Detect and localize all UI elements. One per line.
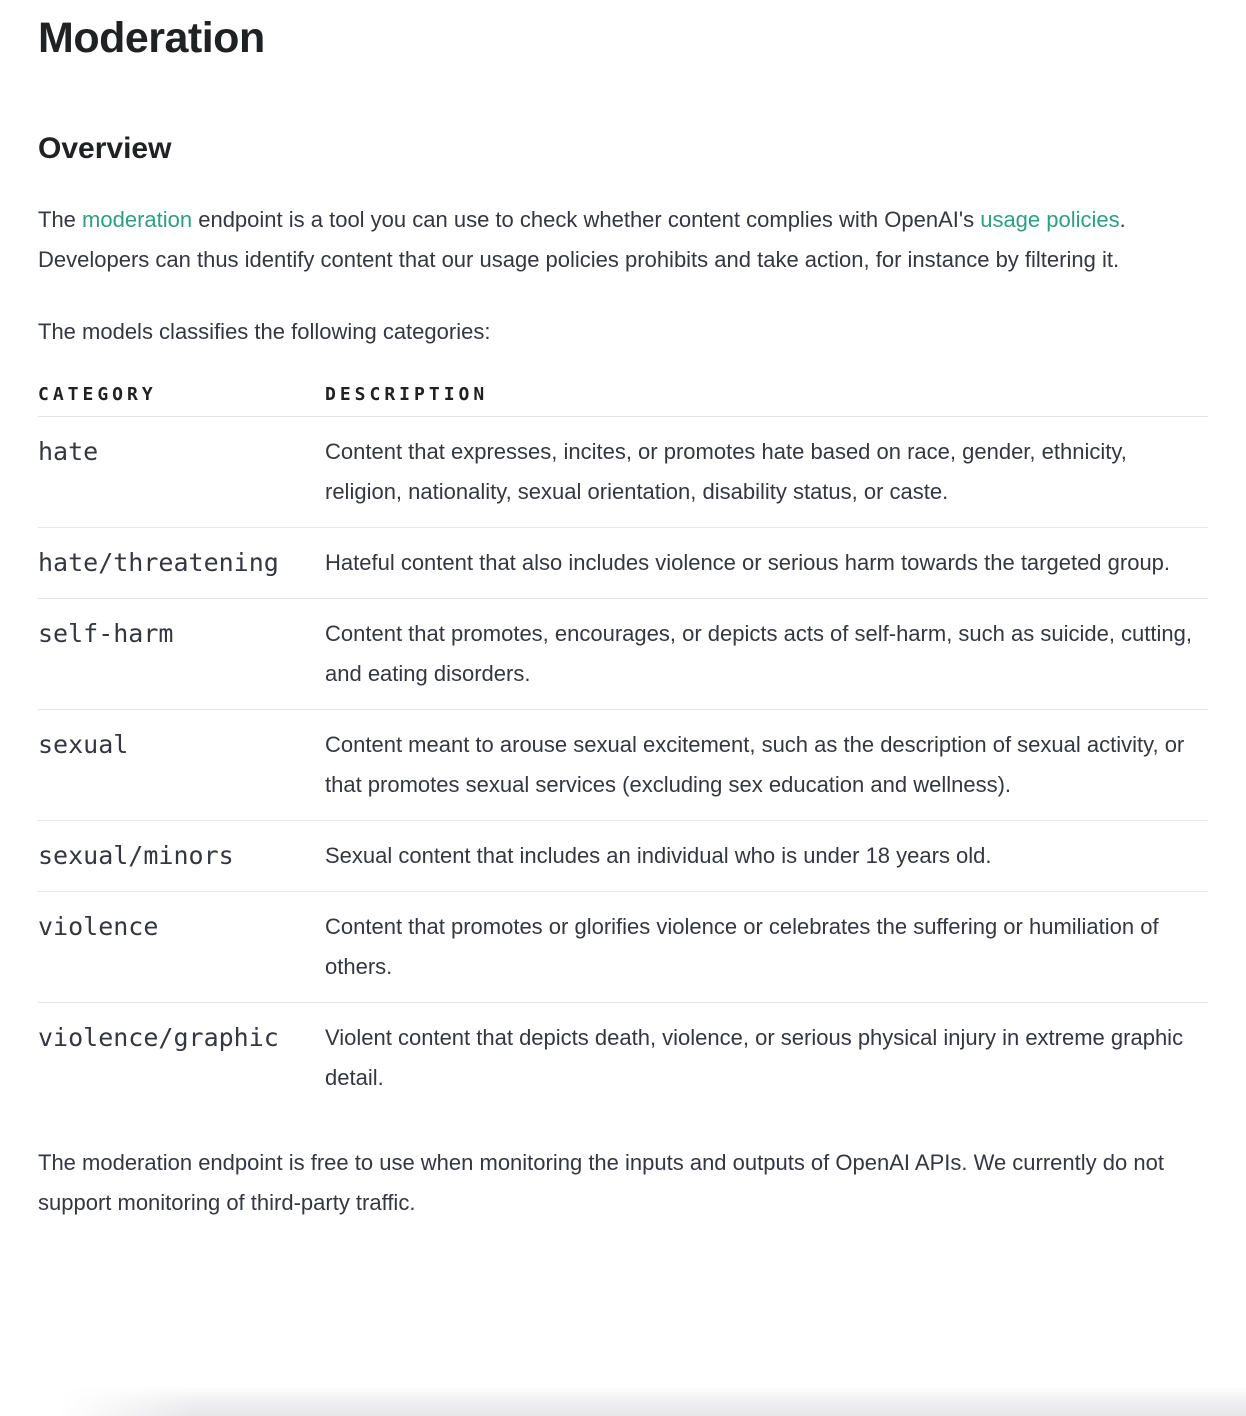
description-cell: Content that promotes, encourages, or depicts acts of self-harm, such as suicide, cutting, and eating disorders. xyxy=(325,621,1192,686)
intro-text-start: The xyxy=(38,207,83,232)
table-row xyxy=(38,528,1208,599)
usage-policies-link[interactable]: usage policies xyxy=(980,207,1120,232)
description-cell: Content that promotes or glorifies violence or celebrates the suffering or humiliation of others. xyxy=(325,914,1159,979)
table-row xyxy=(38,821,1208,892)
table-row xyxy=(38,892,1208,1003)
table-row xyxy=(38,599,1208,710)
description-cell: Sexual content that includes an individual who is under 18 years old. xyxy=(325,843,992,868)
footer-note: The moderation endpoint is free to use when monitoring the inputs and outputs of OpenAI APIs. We currently do not support monitoring of third-party traffic. xyxy=(38,1150,1164,1215)
intro-text-end: . Developers can thus identify content that our usage policies prohibits and take action, for instance by filtering it. xyxy=(38,207,1126,272)
intro-paragraph xyxy=(38,200,1186,280)
moderation-link[interactable]: moderation xyxy=(82,207,193,232)
table-header-row xyxy=(38,384,1208,417)
categories-intro: The models classifies the following categories: xyxy=(38,319,491,344)
description-cell: Violent content that depicts death, violence, or serious physical injury in extreme graphic detail. xyxy=(325,1025,1184,1090)
description-cell: Hateful content that also includes violence or serious harm towards the targeted group. xyxy=(325,550,1171,575)
category-cell: hate xyxy=(38,437,99,466)
overview-heading: Overview xyxy=(38,132,172,165)
page-title: Moderation xyxy=(38,14,265,62)
categories-table xyxy=(38,384,1208,1113)
category-cell: violence/graphic xyxy=(38,1023,279,1052)
category-cell: violence xyxy=(38,912,159,941)
table-row xyxy=(38,1003,1208,1113)
table-row xyxy=(38,710,1208,821)
bottom-fade-edge xyxy=(0,1386,1246,1416)
description-cell: Content meant to arouse sexual excitement, such as the description of sexual activity, or that promotes sexual services (excluding sex education and wellness). xyxy=(325,732,1185,797)
table-body xyxy=(38,417,1208,1113)
description-column-header: DESCRIPTION xyxy=(325,384,489,405)
table-row xyxy=(38,417,1208,528)
category-cell: sexual xyxy=(38,730,129,759)
description-cell: Content that expresses, incites, or promotes hate based on race, gender, ethnicity, religion, nationality, sexual orientation, disability status, or caste. xyxy=(325,439,1127,504)
category-cell: sexual/minors xyxy=(38,841,234,870)
category-cell: self-harm xyxy=(38,619,174,648)
category-column-header: CATEGORY xyxy=(38,384,157,405)
category-cell: hate/threatening xyxy=(38,548,279,577)
intro-text-middle: endpoint is a tool you can use to check whether content complies with OpenAI's xyxy=(192,207,981,232)
